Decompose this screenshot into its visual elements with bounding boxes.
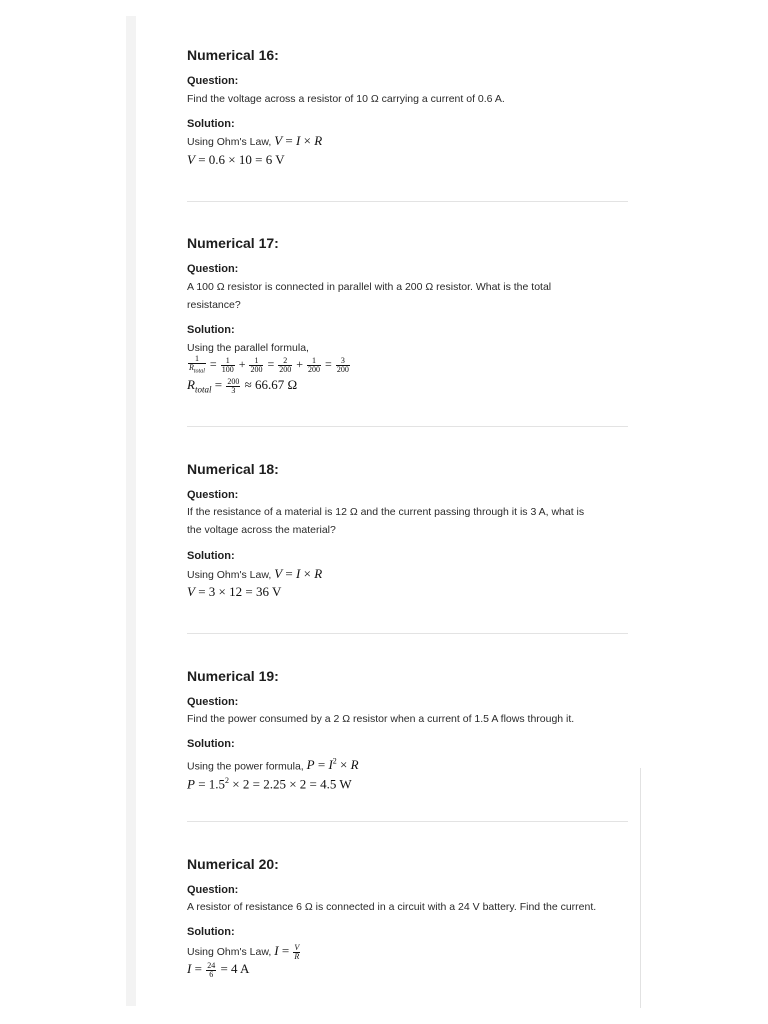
numerical-20 — [187, 855, 628, 979]
solution-intro: Using Ohm's Law, — [187, 136, 272, 148]
solution-result: $P = 1.5^2 \times 2 = 2.25 \times 2 = 4.5$ W — [187, 776, 352, 792]
solution-intro: Using Ohm's Law, — [187, 946, 272, 958]
numerical-16 — [187, 46, 628, 167]
question-text: Find the voltage across a resistor of 10 Ω carrying a current of 0.6 A. — [187, 93, 505, 105]
solution-result: V = 0.6 × 10 = 6 V — [187, 152, 285, 167]
divider — [187, 821, 628, 822]
numerical-title: Numerical 18: — [187, 461, 279, 477]
solution-result: V = 3 × 12 = 36 V — [187, 584, 282, 599]
ohms-law-formula: V = I × R — [274, 133, 323, 148]
question-label: Question: — [187, 263, 239, 275]
page-left-rail — [126, 16, 136, 1006]
power-formula: $P = I^2 \times R$ — [306, 757, 359, 773]
divider — [187, 426, 628, 427]
question-text: A resistor of resistance 6 Ω is connected in a circuit with a 24 V battery. Find the current. — [187, 901, 597, 913]
numerical-title: Numerical 17: — [187, 235, 279, 251]
question-label: Question: — [187, 75, 239, 87]
divider — [187, 633, 628, 634]
solution-label: Solution: — [187, 118, 235, 130]
question-text: Find the power consumed by a 2 Ω resistor when a current of 1.5 A flows through it. — [187, 713, 575, 725]
numerical-title: Numerical 19: — [187, 668, 279, 684]
question-text-line-2: resistance? — [187, 299, 241, 311]
solution-result: I = $\frac{24}{6}$ = 4 A — [187, 960, 250, 979]
solution-intro: Using the power formula, — [187, 760, 304, 773]
numerical-17 — [187, 234, 628, 395]
numerical-18 — [187, 460, 628, 599]
page-right-edge — [640, 768, 641, 1008]
question-text-line-1: If the resistance of a material is 12 Ω and the current passing through it is 3 A, what is — [187, 506, 585, 518]
divider — [187, 201, 628, 202]
question-text-line-2: the voltage across the material? — [187, 524, 336, 536]
question-label: Question: — [187, 696, 239, 708]
solution-label: Solution: — [187, 738, 235, 750]
solution-label: Solution: — [187, 550, 235, 562]
solution-label: Solution: — [187, 324, 235, 336]
parallel-equation: $\frac{1}{R_{total}}$ = $\frac{1}{100}$ + $\frac{1}{200}$ = $\frac{2}{200}$ + $\frac{1}{200}$ = $\frac{3}{200}$ — [189, 354, 349, 375]
question-label: Question: — [187, 884, 239, 896]
solution-line-1 — [187, 131, 628, 152]
solution-label: Solution: — [187, 926, 235, 938]
question-label: Question: — [187, 489, 239, 501]
current-formula: I = $\frac{V}{R}$ — [274, 942, 300, 961]
solution-intro: Using Ohm's Law, — [187, 569, 272, 581]
numerical-19 — [187, 667, 628, 792]
total-resistance-result: $R_{total}$ = $\frac{200}{3}$ ≈ 66.67 Ω — [187, 376, 298, 395]
solution-intro: Using the parallel formula, — [187, 342, 309, 354]
question-text-line-1: A 100 Ω resistor is connected in parallel with a 200 Ω resistor. What is the total — [187, 281, 552, 293]
numerical-title: Numerical 20: — [187, 856, 279, 872]
numerical-title: Numerical 16: — [187, 47, 279, 63]
ohms-law-formula: V = I × R — [274, 566, 323, 581]
